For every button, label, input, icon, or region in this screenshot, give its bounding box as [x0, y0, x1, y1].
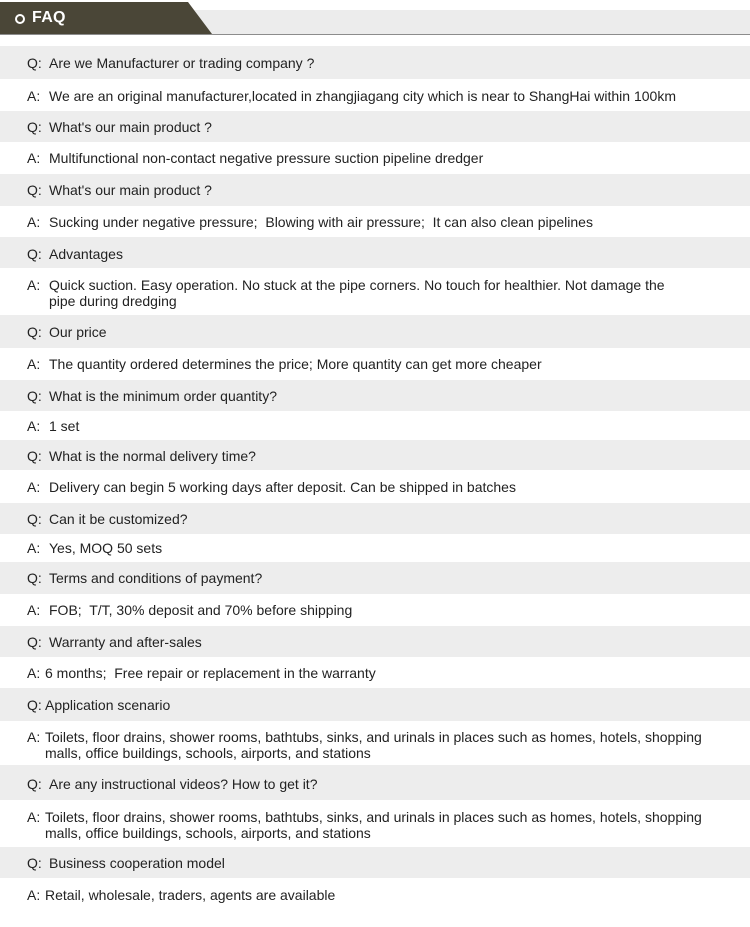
question-row — [0, 503, 750, 534]
question-prefix: Q: — [27, 855, 42, 871]
question-text: Are we Manufacturer or trading company ? — [49, 55, 315, 71]
question-prefix: Q: — [27, 776, 42, 792]
answer-row — [0, 470, 750, 503]
answer-text: Toilets, floor drains, shower rooms, bathtubs, sinks, and urinals in places such as homes, hotels, shopping malls, office buildings, schools, airports, and stations — [45, 809, 702, 841]
question-text: What's our main product ? — [49, 182, 212, 198]
answer-prefix: A: — [27, 150, 41, 166]
answer-text: We are an original manufacturer,located in zhangjiagang city which is near to ShangHai within 100km — [49, 88, 676, 104]
answer-row — [0, 594, 750, 627]
header-divider — [0, 34, 750, 35]
question-text: Advantages — [49, 246, 123, 262]
question-row — [0, 847, 750, 878]
answer-prefix: A: — [27, 887, 41, 903]
question-text: What is the normal delivery time? — [49, 448, 256, 464]
question-text: Can it be customized? — [49, 511, 188, 527]
answer-prefix: A: — [27, 479, 41, 495]
answer-text: Sucking under negative pressure; Blowing with air pressure; It can also clean pipelines — [49, 214, 593, 230]
question-text: Are any instructional videos? How to get it? — [49, 776, 318, 792]
question-row — [0, 380, 750, 411]
answer-prefix: A: — [27, 356, 41, 372]
faq-header — [0, 0, 750, 34]
answer-prefix: A: — [27, 277, 41, 293]
question-prefix: Q: — [27, 570, 42, 586]
question-row — [0, 237, 750, 268]
answer-row — [0, 206, 750, 236]
answer-text: FOB; T/T, 30% deposit and 70% before shipping — [49, 602, 353, 618]
question-row — [0, 315, 750, 348]
faq-title: FAQ — [32, 9, 66, 26]
question-row — [0, 174, 750, 206]
answer-row — [0, 721, 750, 765]
answer-text: Retail, wholesale, traders, agents are available — [45, 887, 336, 903]
question-text: Application scenario — [45, 697, 171, 713]
question-prefix: Q: — [27, 448, 42, 464]
question-text: Our price — [49, 324, 107, 340]
answer-text: Delivery can begin 5 working days after deposit. Can be shipped in batches — [49, 479, 516, 495]
answer-row — [0, 534, 750, 562]
question-row — [0, 46, 750, 79]
answer-prefix: A: — [27, 214, 41, 230]
answer-prefix: A: — [27, 602, 41, 618]
answer-text: 1 set — [49, 418, 80, 434]
answer-prefix: A: — [27, 809, 41, 825]
answer-text: Toilets, floor drains, shower rooms, bathtubs, sinks, and urinals in places such as homes, hotels, shopping malls, office buildings, schools, airports, and stations — [45, 729, 702, 761]
question-row — [0, 111, 750, 142]
answer-row — [0, 411, 750, 440]
question-prefix: Q: — [27, 324, 42, 340]
question-prefix: Q: — [27, 511, 42, 527]
answer-text: 6 months; Free repair or replacement in the warranty — [45, 665, 376, 681]
question-prefix: Q: — [27, 388, 42, 404]
answer-row — [0, 80, 750, 110]
answer-prefix: A: — [27, 418, 41, 434]
question-prefix: Q: — [27, 634, 42, 650]
answer-prefix: A: — [27, 665, 41, 681]
question-prefix: Q: — [27, 246, 42, 262]
question-text: Terms and conditions of payment? — [49, 570, 263, 586]
question-prefix: Q: — [27, 119, 42, 135]
answer-prefix: A: — [27, 540, 41, 556]
answer-prefix: A: — [27, 729, 41, 745]
answer-row — [0, 268, 750, 314]
question-text: What is the minimum order quantity? — [49, 388, 277, 404]
answer-row — [0, 878, 750, 912]
answer-row — [0, 657, 750, 688]
question-text: Warranty and after-sales — [49, 634, 202, 650]
answer-row — [0, 800, 750, 847]
answer-row — [0, 142, 750, 174]
question-text: Business cooperation model — [49, 855, 225, 871]
question-prefix: Q: — [27, 182, 42, 198]
question-text: What's our main product ? — [49, 119, 212, 135]
answer-text: Multifunctional non-contact negative pressure suction pipeline dredger — [49, 150, 484, 166]
answer-text: Quick suction. Easy operation. No stuck at the pipe corners. No touch for healthier. Not damage the pipe during dredging — [49, 277, 665, 309]
question-row — [0, 765, 750, 800]
answer-row — [0, 348, 750, 378]
question-prefix: Q: — [27, 55, 42, 71]
answer-text: Yes, MOQ 50 sets — [49, 540, 163, 556]
question-row — [0, 688, 750, 721]
circle-icon — [15, 14, 25, 24]
question-row — [0, 562, 750, 594]
answer-text: The quantity ordered determines the price; More quantity can get more cheaper — [49, 356, 542, 372]
question-row — [0, 626, 750, 657]
question-row — [0, 440, 750, 470]
answer-prefix: A: — [27, 88, 41, 104]
question-prefix: Q: — [27, 697, 42, 713]
